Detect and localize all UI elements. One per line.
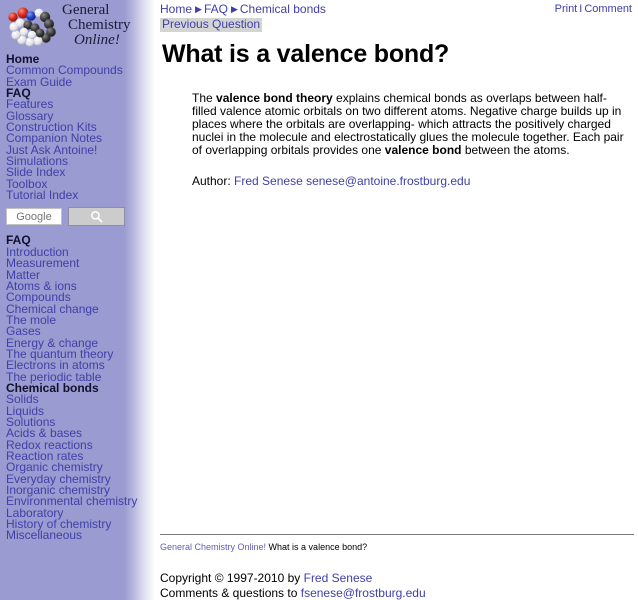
faq-item-reaction-rates[interactable]: Reaction rates <box>6 449 84 463</box>
faq-item-laboratory[interactable]: Laboratory <box>6 505 64 520</box>
sidebar <box>0 0 156 600</box>
faq-item-matter[interactable]: Matter <box>6 267 41 282</box>
copyright-author-link[interactable]: Fred Senese <box>303 571 373 585</box>
wordmark-line-1: General <box>62 2 110 18</box>
main-content <box>156 0 638 600</box>
faq-item-gases[interactable]: Gases <box>6 324 41 339</box>
faq-item-atoms-ions[interactable]: Atoms & ions <box>6 278 77 293</box>
nav-item[interactable] <box>6 190 156 201</box>
faq-item-introduction[interactable]: Introduction <box>6 244 69 259</box>
paragraph-bold-2: valence bond <box>384 143 462 158</box>
site-logo[interactable] <box>0 0 156 54</box>
paragraph-part-1: The <box>192 91 217 105</box>
sidebar-item-construction-kits[interactable]: Construction Kits <box>6 120 97 135</box>
author-label: Author: <box>192 174 231 189</box>
previous-question-link[interactable]: Previous Question <box>162 17 261 31</box>
sidebar-item-simulations[interactable]: Simulations <box>6 154 69 169</box>
sidebar-item-toolbox[interactable]: Toolbox <box>6 176 48 191</box>
faq-item-solutions[interactable]: Solutions <box>6 414 56 429</box>
footer-breadcrumb <box>160 542 634 553</box>
comments-email-link[interactable]: fsenese@frostburg.edu <box>300 585 426 600</box>
faq-item-inorganic-chemistry[interactable]: Inorganic chemistry <box>6 483 111 498</box>
sidebar-item-companion-notes[interactable]: Companion Notes <box>6 131 103 146</box>
copyright-text: Copyright © 1997-2010 by <box>160 571 304 585</box>
main-navigation <box>0 54 156 201</box>
article-paragraph <box>192 92 626 157</box>
paragraph-part-2: explains chemical bonds as overlaps between half-filled valence atomic orbitals on two different atoms. Negative charge builds up in places where the orbitals are overlapping- which attracts the positively charged nuclei in the molecule and electrostatically glues the molecule together. Each pair of overlapping orbitals provides one <box>192 91 624 158</box>
search-button[interactable] <box>68 207 125 226</box>
comments-text: Comments & questions to <box>160 585 301 600</box>
sidebar-item-exam-guide[interactable]: Exam Guide <box>6 74 73 89</box>
faq-item-acids-bases[interactable]: Acids & bases <box>6 426 83 441</box>
breadcrumb-item-home[interactable]: Home <box>160 2 193 16</box>
faq-item-the-mole[interactable]: The mole <box>6 312 57 327</box>
molecule-icon <box>5 4 61 50</box>
faq-item-organic-chemistry[interactable]: Organic chemistry <box>6 460 103 475</box>
sidebar-item-slide-index[interactable]: Slide Index <box>6 165 66 180</box>
faq-item-history-of-chemistry[interactable]: History of chemistry <box>6 517 112 532</box>
paragraph-bold-1: valence bond theory <box>216 91 333 105</box>
nav-item[interactable] <box>6 530 156 541</box>
footer-divider <box>160 534 634 535</box>
comments-line <box>160 586 634 600</box>
top-bar <box>156 0 638 31</box>
faq-section-heading: FAQ <box>6 233 31 248</box>
faq-item-chemical-bonds[interactable]: Chemical bonds <box>6 380 99 395</box>
search-input[interactable] <box>6 208 62 225</box>
sidebar-item-common-compounds[interactable]: Common Compounds <box>6 63 123 78</box>
page-title: What is a valence bond? <box>162 40 450 68</box>
faq-item-electrons-in-atoms[interactable]: Electrons in atoms <box>6 358 105 373</box>
copyright-line <box>160 571 634 586</box>
faq-item-liquids[interactable]: Liquids <box>6 403 45 418</box>
sidebar-item-features[interactable]: Features <box>6 97 54 112</box>
faq-item-miscellaneous[interactable]: Miscellaneous <box>6 528 83 543</box>
faq-item-compounds[interactable]: Compounds <box>6 290 71 305</box>
author-email-link[interactable]: Fred Senese senese@antoine.frostburg.edu <box>234 174 471 189</box>
footer-page-name: What is a valence bond? <box>266 542 368 552</box>
search-area <box>6 207 156 226</box>
sidebar-item-tutorial-index[interactable]: Tutorial Index <box>6 188 79 203</box>
paragraph-part-3: between the atoms. <box>461 143 570 158</box>
breadcrumb-separator-icon: ▶ <box>195 4 202 14</box>
footer <box>160 534 634 600</box>
faq-item-environmental-chemistry[interactable]: Environmental chemistry <box>6 494 138 509</box>
site-wordmark <box>62 3 131 48</box>
sidebar-item-just-ask-antoine[interactable]: Just Ask Antoine! <box>6 142 98 157</box>
author-line <box>192 175 626 188</box>
wordmark-line-2: Chemistry <box>68 17 131 33</box>
page-tools <box>555 3 632 15</box>
faq-item-everyday-chemistry[interactable]: Everyday chemistry <box>6 471 111 486</box>
comment-link[interactable]: Comment <box>584 3 632 15</box>
faq-item-measurement[interactable]: Measurement <box>6 256 80 271</box>
tools-divider: I <box>579 3 583 15</box>
footer-copyright-block <box>160 571 634 600</box>
faq-item-redox-reactions[interactable]: Redox reactions <box>6 437 93 452</box>
print-link[interactable]: Print <box>554 3 578 15</box>
faq-item-solids[interactable]: Solids <box>6 392 39 407</box>
faq-navigation <box>0 235 156 541</box>
faq-item-the-periodic-table[interactable]: The periodic table <box>6 369 102 384</box>
article <box>192 92 626 188</box>
footer-site-link[interactable]: General Chemistry Online! <box>160 542 267 552</box>
faq-item-chemical-change[interactable]: Chemical change <box>6 301 99 316</box>
breadcrumb-item-chemical-bonds[interactable]: Chemical bonds <box>239 2 326 16</box>
sidebar-item-home[interactable]: Home <box>6 52 40 66</box>
faq-item-energy-change[interactable]: Energy & change <box>6 335 99 350</box>
wordmark-line-3: Online! <box>74 32 120 48</box>
search-icon <box>90 210 103 223</box>
sidebar-item-faq[interactable]: FAQ <box>6 86 31 101</box>
sidebar-item-glossary[interactable]: Glossary <box>6 108 54 123</box>
breadcrumb-item-faq[interactable]: FAQ <box>203 2 228 16</box>
faq-item-the-quantum-theory[interactable]: The quantum theory <box>6 346 114 361</box>
breadcrumb-separator-icon: ▶ <box>230 4 238 14</box>
